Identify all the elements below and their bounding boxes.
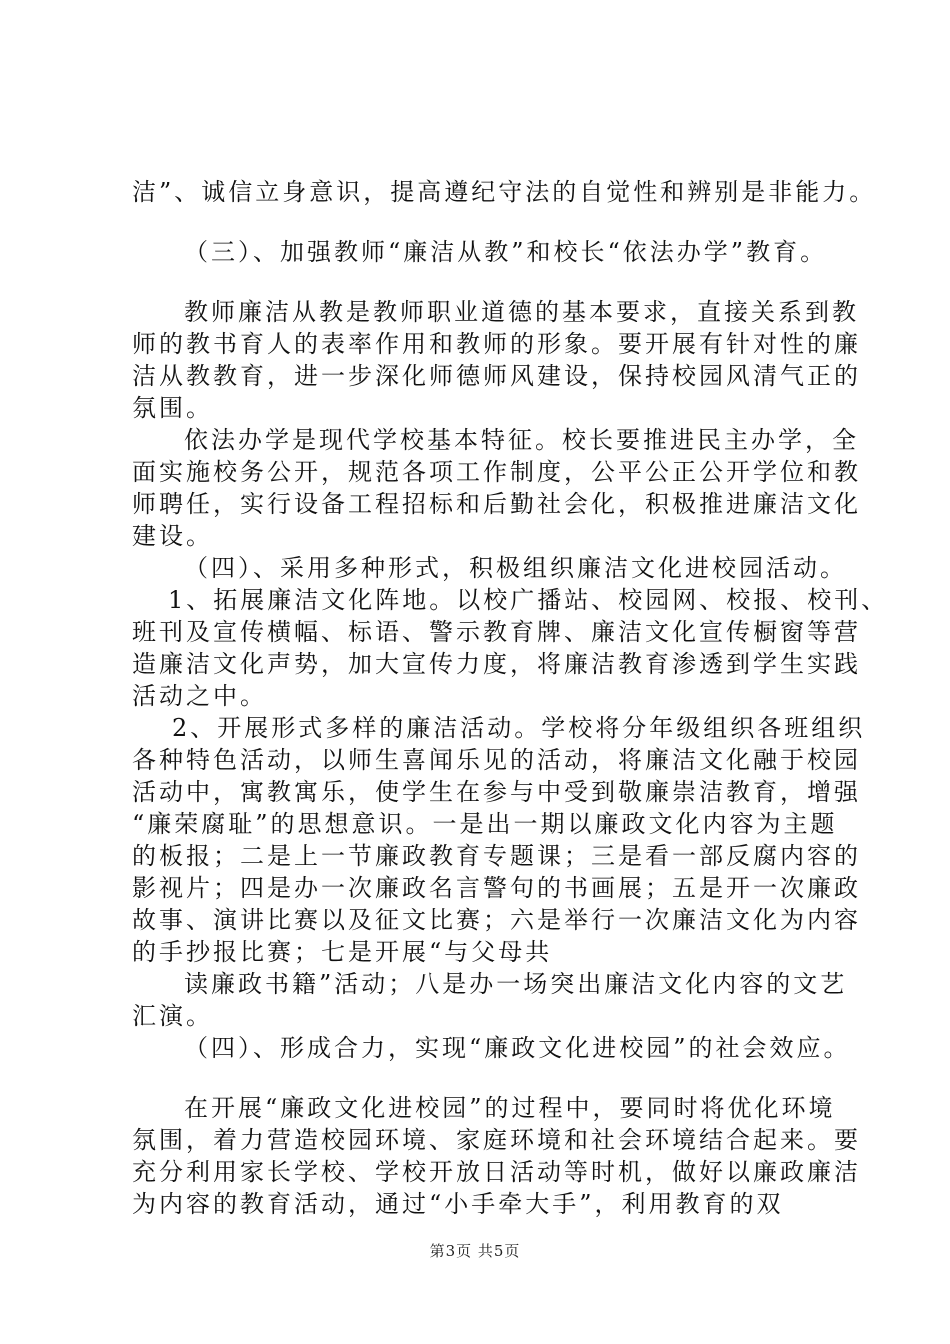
text-line: 2、开展形式多样的廉洁活动。学校将分年级组织各班组织: [172, 714, 866, 742]
section-heading: （四）、形成合力，实现“廉政文化进校园”的社会效应。: [184, 1034, 851, 1062]
text-line: 依法办学是现代学校基本特征。校长要推进民主办学，全: [184, 426, 859, 454]
text-line: 洁”、诚信立身意识，提高遵纪守法的自觉性和辨别是非能力。: [132, 178, 877, 206]
text-line: 班刊及宣传横幅、标语、警示教育牌、廉洁文化宣传橱窗等营: [132, 618, 861, 646]
text-line: 师聘任，实行设备工程招标和后勤社会化，积极推进廉洁文化: [132, 490, 861, 518]
text-line: 洁从教教育，进一步深化师德师风建设，保持校园风清气正的: [132, 362, 861, 390]
text-line: 氛围。: [132, 394, 213, 422]
text-line: 活动之中。: [132, 682, 267, 710]
text-line: 师的教书育人的表率作用和教师的形象。要开展有针对性的廉: [132, 330, 861, 358]
section-heading: （四）、采用多种形式，积极组织廉洁文化进校园活动。: [184, 554, 847, 582]
text-line: 的板报；二是上一节廉政教育专题课；三是看一部反腐内容的: [132, 842, 861, 870]
text-line: 氛围，着力营造校园环境、家庭环境和社会环境结合起来。要: [132, 1126, 861, 1154]
text-line: 为内容的教育活动，通过“小手牵大手”，利用教育的双: [132, 1190, 784, 1218]
text-line: 面实施校务公开，规范各项工作制度，公平公正公开学位和教: [132, 458, 861, 486]
text-line: 在开展“廉政文化进校园”的过程中，要同时将优化环境: [184, 1094, 836, 1122]
text-line: 的手抄报比赛；七是开展“与父母共: [132, 938, 553, 966]
text-line: 充分利用家长学校、学校开放日活动等时机，做好以廉政廉洁: [132, 1158, 861, 1186]
text-line: 读廉政书籍”活动；八是办一场突出廉洁文化内容的文艺: [184, 970, 848, 998]
text-line: 造廉洁文化声势，加大宣传力度，将廉洁教育渗透到学生实践: [132, 650, 861, 678]
text-line: 各种特色活动，以师生喜闻乐见的活动，将廉洁文化融于校园: [132, 746, 861, 774]
text-line: 1、拓展廉洁文化阵地。以校广播站、校园网、校报、校刊、: [168, 586, 889, 614]
text-line: 汇演。: [132, 1002, 213, 1030]
section-heading: （三）、加强教师“廉洁从教”和校长“依法办学”教育。: [184, 238, 828, 266]
text-line: 建设。: [132, 522, 213, 550]
text-line: 教师廉洁从教是教师职业道德的基本要求，直接关系到教: [184, 298, 859, 326]
page-number-footer: 第3页 共5页: [429, 1242, 521, 1260]
text-line: “廉荣腐耻”的思想意识。一是出一期以廉政文化内容为主题: [132, 810, 838, 838]
text-line: 活动中，寓教寓乐，使学生在参与中受到敬廉崇洁教育，增强: [132, 778, 861, 806]
text-line: 影视片；四是办一次廉政名言警句的书画展；五是开一次廉政: [132, 874, 861, 902]
text-line: 故事、演讲比赛以及征文比赛；六是举行一次廉洁文化为内容: [132, 906, 861, 934]
